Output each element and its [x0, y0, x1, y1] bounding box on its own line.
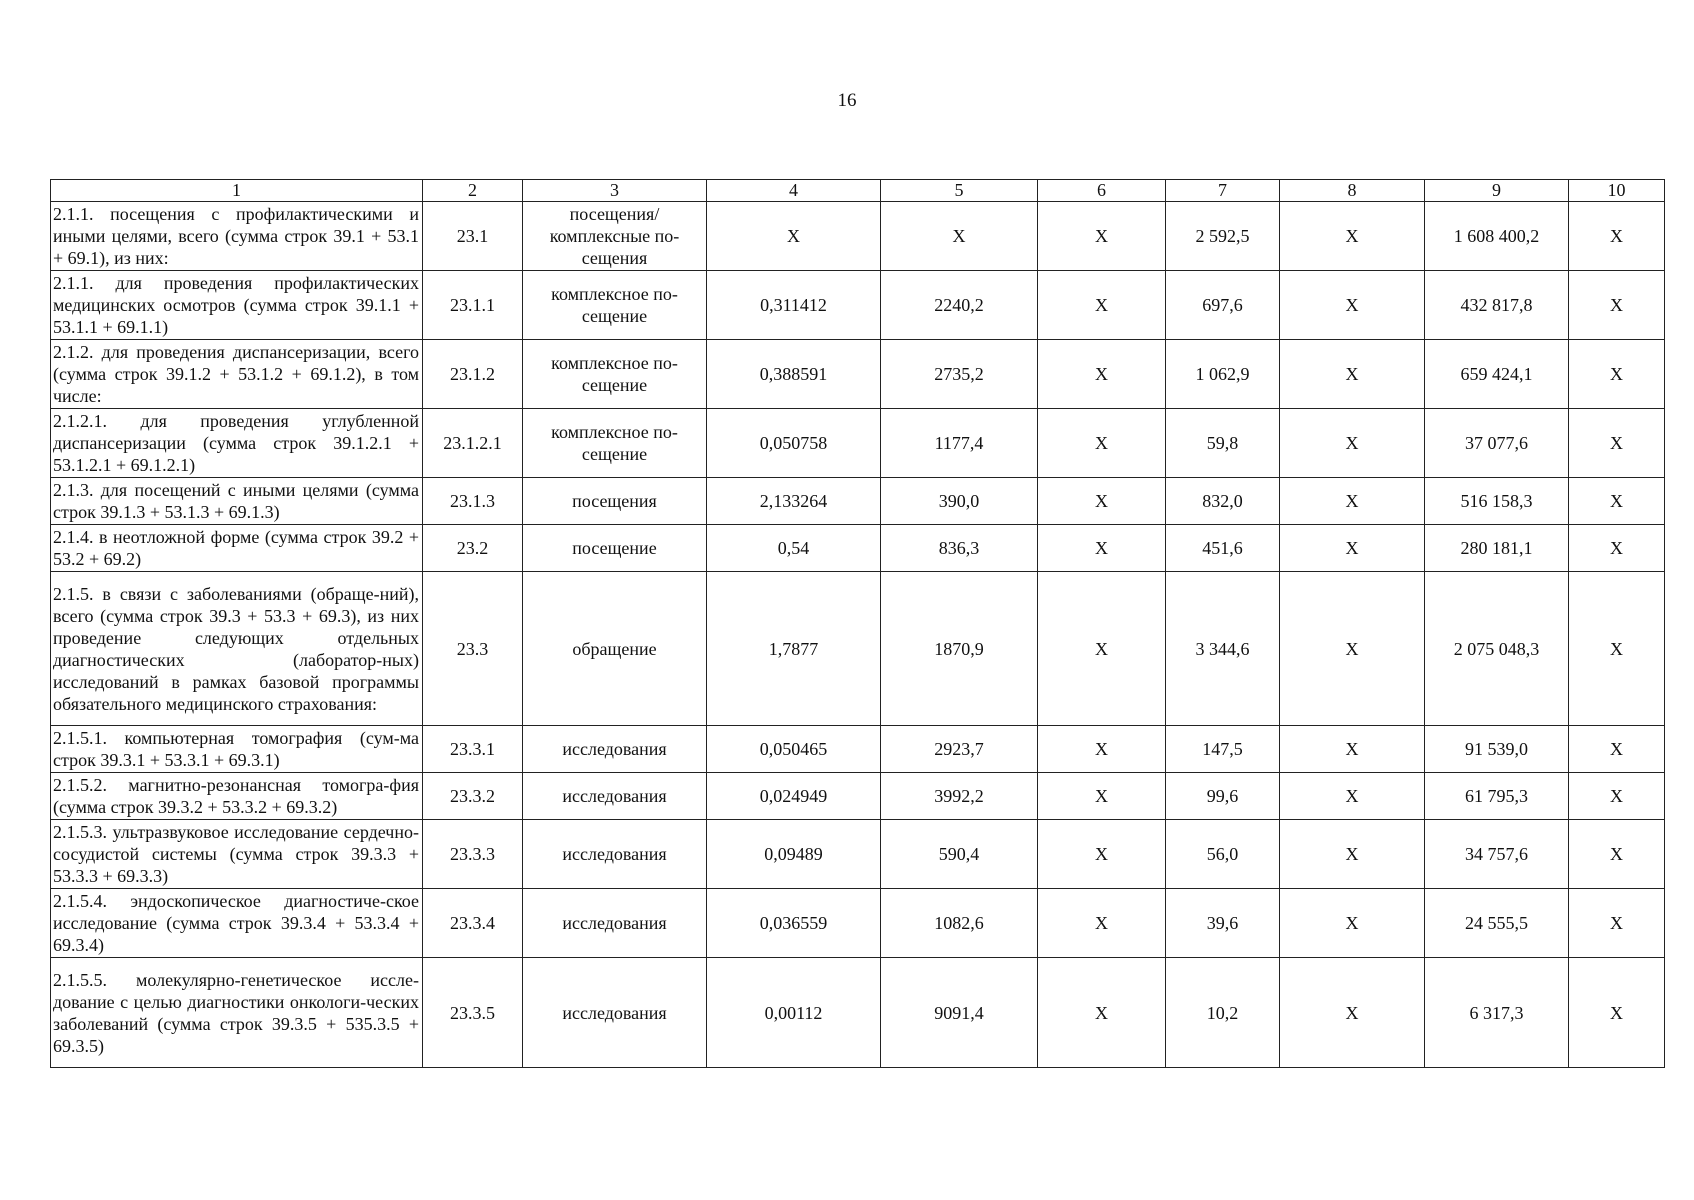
row-value-10: Х — [1569, 409, 1665, 478]
row-value-6: Х — [1038, 409, 1166, 478]
row-value-6: Х — [1038, 271, 1166, 340]
row-code: 23.3.5 — [423, 958, 523, 1068]
row-description: 2.1.5.1. компьютерная томография (сум-ма строк 39.3.1 + 53.3.1 + 69.3.1) — [51, 726, 423, 773]
row-code: 23.3.1 — [423, 726, 523, 773]
row-value-8: Х — [1280, 726, 1425, 773]
row-value-4: 0,050465 — [707, 726, 881, 773]
row-value-7: 451,6 — [1166, 525, 1280, 572]
row-value-5: 1082,6 — [881, 889, 1038, 958]
row-unit: посещение — [523, 525, 707, 572]
row-value-8: Х — [1280, 409, 1425, 478]
row-value-6: Х — [1038, 726, 1166, 773]
table-row — [51, 409, 1665, 478]
row-value-6: Х — [1038, 889, 1166, 958]
row-code: 23.3.3 — [423, 820, 523, 889]
row-unit: исследования — [523, 726, 707, 773]
row-code: 23.2 — [423, 525, 523, 572]
row-value-4: 0,54 — [707, 525, 881, 572]
row-value-6: Х — [1038, 340, 1166, 409]
row-unit: посещения/ комплексные по-сещения — [523, 202, 707, 271]
row-value-9: 280 181,1 — [1425, 525, 1569, 572]
row-description: 2.1.1. посещения с профилактическими и иными целями, всего (сумма строк 39.1 + 53.1 + 69.1), из них: — [51, 202, 423, 271]
row-value-8: Х — [1280, 958, 1425, 1068]
row-code: 23.1.1 — [423, 271, 523, 340]
row-value-6: Х — [1038, 958, 1166, 1068]
row-value-10: Х — [1569, 726, 1665, 773]
header-row — [51, 180, 1665, 202]
row-value-8: Х — [1280, 525, 1425, 572]
row-code: 23.1 — [423, 202, 523, 271]
row-code: 23.1.2 — [423, 340, 523, 409]
table-row — [51, 726, 1665, 773]
row-value-9: 91 539,0 — [1425, 726, 1569, 773]
row-value-9: 516 158,3 — [1425, 478, 1569, 525]
row-value-5: 2923,7 — [881, 726, 1038, 773]
row-value-5: Х — [881, 202, 1038, 271]
row-value-9: 1 608 400,2 — [1425, 202, 1569, 271]
row-code: 23.1.2.1 — [423, 409, 523, 478]
row-value-4: Х — [707, 202, 881, 271]
row-unit: исследования — [523, 958, 707, 1068]
row-value-4: 1,7877 — [707, 572, 881, 726]
data-table — [50, 179, 1665, 1068]
row-value-5: 2240,2 — [881, 271, 1038, 340]
row-value-7: 39,6 — [1166, 889, 1280, 958]
row-value-4: 0,311412 — [707, 271, 881, 340]
column-header: 4 — [707, 180, 881, 202]
row-value-8: Х — [1280, 889, 1425, 958]
column-header: 3 — [523, 180, 707, 202]
table-row — [51, 958, 1665, 1068]
row-value-4: 0,036559 — [707, 889, 881, 958]
row-value-5: 1870,9 — [881, 572, 1038, 726]
row-value-10: Х — [1569, 889, 1665, 958]
row-value-7: 59,8 — [1166, 409, 1280, 478]
table-row — [51, 340, 1665, 409]
row-value-7: 147,5 — [1166, 726, 1280, 773]
table-row — [51, 572, 1665, 726]
row-value-9: 432 817,8 — [1425, 271, 1569, 340]
row-value-7: 697,6 — [1166, 271, 1280, 340]
row-value-5: 590,4 — [881, 820, 1038, 889]
column-header: 2 — [423, 180, 523, 202]
row-value-8: Х — [1280, 478, 1425, 525]
row-unit: исследования — [523, 889, 707, 958]
row-description: 2.1.5.2. магнитно-резонансная томогра-фия (сумма строк 39.3.2 + 53.3.2 + 69.3.2) — [51, 773, 423, 820]
row-value-7: 2 592,5 — [1166, 202, 1280, 271]
row-value-6: Х — [1038, 572, 1166, 726]
row-value-5: 390,0 — [881, 478, 1038, 525]
row-description: 2.1.5.3. ультразвуковое исследование сердечно-сосудистой системы (сумма строк 39.3.3 + 53.3.3 + 69.3.3) — [51, 820, 423, 889]
row-value-5: 836,3 — [881, 525, 1038, 572]
row-value-10: Х — [1569, 572, 1665, 726]
row-value-9: 2 075 048,3 — [1425, 572, 1569, 726]
table-row — [51, 202, 1665, 271]
row-value-9: 24 555,5 — [1425, 889, 1569, 958]
row-value-7: 832,0 — [1166, 478, 1280, 525]
row-description: 2.1.3. для посещений с иными целями (сумма строк 39.1.3 + 53.1.3 + 69.1.3) — [51, 478, 423, 525]
row-value-5: 3992,2 — [881, 773, 1038, 820]
row-value-6: Х — [1038, 478, 1166, 525]
row-value-5: 1177,4 — [881, 409, 1038, 478]
column-header: 9 — [1425, 180, 1569, 202]
row-value-4: 0,024949 — [707, 773, 881, 820]
column-header: 5 — [881, 180, 1038, 202]
row-value-10: Х — [1569, 958, 1665, 1068]
row-unit: комплексное по-сещение — [523, 340, 707, 409]
row-value-9: 37 077,6 — [1425, 409, 1569, 478]
table-row — [51, 773, 1665, 820]
row-value-8: Х — [1280, 202, 1425, 271]
row-description: 2.1.5.4. эндоскопическое диагностиче-ское исследование (сумма строк 39.3.4 + 53.3.4 + 69.3.4) — [51, 889, 423, 958]
column-header: 8 — [1280, 180, 1425, 202]
row-value-4: 0,388591 — [707, 340, 881, 409]
row-unit: исследования — [523, 773, 707, 820]
row-value-9: 34 757,6 — [1425, 820, 1569, 889]
table-row — [51, 271, 1665, 340]
row-description: 2.1.5.5. молекулярно-генетическое иссле-дование с целью диагностики онкологи-ческих заболеваний (сумма строк 39.3.5 + 535.3.5 + 69.3.5) — [51, 958, 423, 1068]
row-code: 23.1.3 — [423, 478, 523, 525]
row-value-6: Х — [1038, 773, 1166, 820]
row-value-10: Х — [1569, 525, 1665, 572]
table-row — [51, 478, 1665, 525]
row-value-9: 659 424,1 — [1425, 340, 1569, 409]
row-unit: комплексное по-сещение — [523, 409, 707, 478]
row-code: 23.3.2 — [423, 773, 523, 820]
row-value-4: 2,133264 — [707, 478, 881, 525]
row-value-10: Х — [1569, 271, 1665, 340]
table-row — [51, 889, 1665, 958]
row-value-10: Х — [1569, 773, 1665, 820]
row-unit: обращение — [523, 572, 707, 726]
table-row — [51, 820, 1665, 889]
row-description: 2.1.2. для проведения диспансеризации, всего (сумма строк 39.1.2 + 53.1.2 + 69.1.2), в том числе: — [51, 340, 423, 409]
row-value-8: Х — [1280, 773, 1425, 820]
row-value-7: 56,0 — [1166, 820, 1280, 889]
row-value-5: 9091,4 — [881, 958, 1038, 1068]
row-description: 2.1.1. для проведения профилактических медицинских осмотров (сумма строк 39.1.1 + 53.1.1 + 69.1.1) — [51, 271, 423, 340]
row-value-7: 3 344,6 — [1166, 572, 1280, 726]
row-value-6: Х — [1038, 202, 1166, 271]
row-value-4: 0,09489 — [707, 820, 881, 889]
table-row — [51, 525, 1665, 572]
row-value-10: Х — [1569, 202, 1665, 271]
row-value-8: Х — [1280, 340, 1425, 409]
row-value-5: 2735,2 — [881, 340, 1038, 409]
row-value-8: Х — [1280, 572, 1425, 726]
row-value-10: Х — [1569, 478, 1665, 525]
row-value-8: Х — [1280, 271, 1425, 340]
column-header: 1 — [51, 180, 423, 202]
column-header: 6 — [1038, 180, 1166, 202]
row-value-10: Х — [1569, 820, 1665, 889]
row-value-8: Х — [1280, 820, 1425, 889]
row-unit: посещения — [523, 478, 707, 525]
row-value-9: 6 317,3 — [1425, 958, 1569, 1068]
row-value-6: Х — [1038, 525, 1166, 572]
row-description: 2.1.2.1. для проведения углубленной диспансеризации (сумма строк 39.1.2.1 + 53.1.2.1 + 69.1.2.1) — [51, 409, 423, 478]
row-value-4: 0,050758 — [707, 409, 881, 478]
row-value-9: 61 795,3 — [1425, 773, 1569, 820]
row-unit: исследования — [523, 820, 707, 889]
row-description: 2.1.4. в неотложной форме (сумма строк 39.2 + 53.2 + 69.2) — [51, 525, 423, 572]
row-value-6: Х — [1038, 820, 1166, 889]
page-number: 16 — [837, 90, 857, 111]
row-code: 23.3 — [423, 572, 523, 726]
column-header: 7 — [1166, 180, 1280, 202]
column-header: 10 — [1569, 180, 1665, 202]
row-value-7: 99,6 — [1166, 773, 1280, 820]
row-value-7: 1 062,9 — [1166, 340, 1280, 409]
row-description: 2.1.5. в связи с заболеваниями (обраще-ний), всего (сумма строк 39.3 + 53.3 + 69.3), из них проведение следующих отдельных диагностических (лаборатор-ных) исследований в рамках базовой программы обязательного медицинского страхования: — [51, 572, 423, 726]
row-value-7: 10,2 — [1166, 958, 1280, 1068]
row-code: 23.3.4 — [423, 889, 523, 958]
row-value-4: 0,00112 — [707, 958, 881, 1068]
row-unit: комплексное по-сещение — [523, 271, 707, 340]
row-value-10: Х — [1569, 340, 1665, 409]
